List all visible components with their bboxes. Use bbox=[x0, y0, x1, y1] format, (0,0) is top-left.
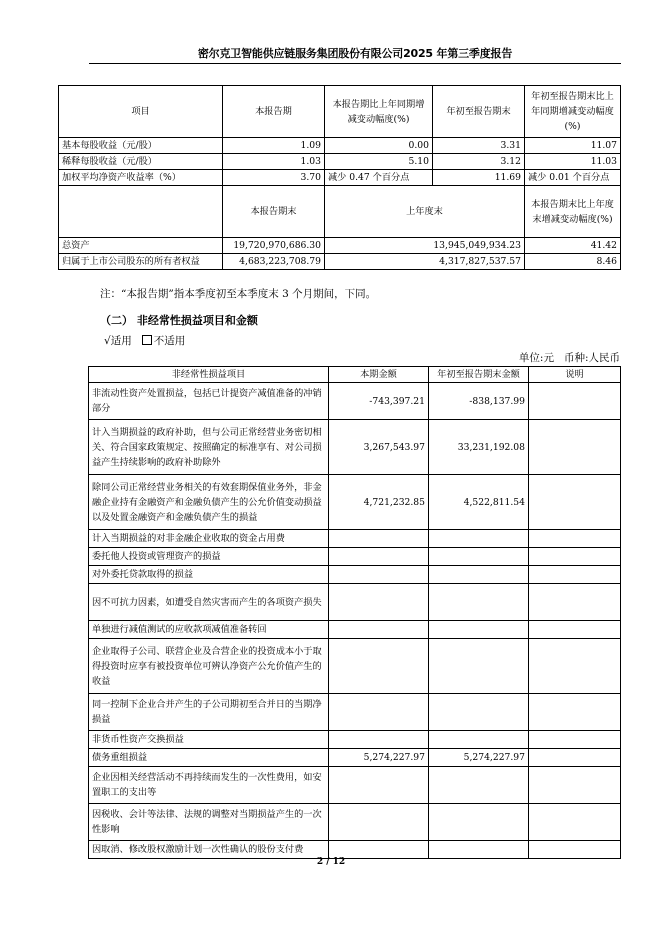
row-label: 委托他人投资或管理资产的损益 bbox=[89, 548, 329, 566]
row-label: 非流动性资产处置损益，包括已计提资产减值准备的冲销部分 bbox=[89, 383, 329, 420]
col-header: 非经常性损益项目 bbox=[89, 367, 329, 383]
table-body bbox=[89, 383, 621, 859]
cell-value bbox=[329, 548, 429, 566]
row-label: 计入当期损益的政府补助，但与公司正常经营业务密切相关、符合国家政策规定、按照确定的标准享有、对公司损益产生持续影响的政府补助除外 bbox=[89, 420, 329, 475]
cell-value: 1.03 bbox=[223, 154, 325, 170]
cell-value: 3.70 bbox=[223, 170, 325, 186]
note-cell bbox=[529, 584, 621, 621]
row-label: 加权平均净资产收益率（%） bbox=[59, 170, 223, 186]
cell-value bbox=[429, 639, 529, 694]
cell-value: 4,317,827,537.57 bbox=[325, 254, 525, 270]
table-row bbox=[89, 694, 621, 731]
row-label: 企业取得子公司、联营企业及合营企业的投资成本小于取得投资时应享有被投资单位可辨认净资产公允价值产生的收益 bbox=[89, 639, 329, 694]
note-cell bbox=[529, 841, 621, 859]
cell-value: 减少 0.47 个百分点 bbox=[325, 170, 433, 186]
col-header: 本报告期 bbox=[223, 86, 325, 138]
table-row bbox=[89, 530, 621, 548]
note-cell bbox=[529, 804, 621, 841]
empty-checkbox-icon bbox=[142, 335, 152, 345]
table-row bbox=[89, 639, 621, 694]
col-header: 本报告期比上年同期增减变动幅度(%) bbox=[325, 86, 433, 138]
row-label: 归属于上市公司股东的所有者权益 bbox=[59, 254, 223, 270]
cell-value bbox=[329, 566, 429, 584]
row-label: 非货币性资产交换损益 bbox=[89, 731, 329, 749]
table-row bbox=[59, 170, 621, 186]
currency-label: 币种:人民币 bbox=[563, 352, 620, 364]
cell-value: 8.46 bbox=[525, 254, 621, 270]
cell-value bbox=[329, 530, 429, 548]
row-label: 计入当期损益的对非金融企业收取的资金占用费 bbox=[89, 530, 329, 548]
row-label: 债务重组损益 bbox=[89, 749, 329, 767]
cell-value: 4,522,811.54 bbox=[429, 475, 529, 530]
non-recurring-table bbox=[88, 366, 621, 859]
row-label: 因不可抗力因素，如遭受自然灾害而产生的各项资产损失 bbox=[89, 584, 329, 621]
table-row bbox=[89, 767, 621, 804]
table-row bbox=[89, 548, 621, 566]
cell-value: 33,231,192.08 bbox=[429, 420, 529, 475]
cell-value bbox=[429, 548, 529, 566]
table-header-row bbox=[59, 86, 621, 138]
table-row bbox=[89, 420, 621, 475]
key-indicators-table bbox=[58, 85, 621, 270]
note-cell bbox=[529, 548, 621, 566]
note-cell bbox=[529, 383, 621, 420]
row-label: 单独进行减值测试的应收款项减值准备转回 bbox=[89, 621, 329, 639]
table-row bbox=[89, 841, 621, 859]
cell-value bbox=[329, 767, 429, 804]
note-cell bbox=[529, 639, 621, 694]
table-row bbox=[89, 383, 621, 420]
cell-value: 13,945,049,934.23 bbox=[325, 238, 525, 254]
table-row bbox=[89, 731, 621, 749]
not-applicable-label: 不适用 bbox=[153, 335, 186, 347]
note-cell bbox=[529, 530, 621, 548]
table-header-row bbox=[89, 367, 621, 383]
cell-value bbox=[429, 621, 529, 639]
table-row bbox=[59, 238, 621, 254]
note-cell bbox=[529, 767, 621, 804]
page-number: 2 / 12 bbox=[316, 857, 346, 867]
cell-value: 41.42 bbox=[525, 238, 621, 254]
cell-value bbox=[329, 804, 429, 841]
note-cell bbox=[529, 749, 621, 767]
note-cell bbox=[529, 566, 621, 584]
note-cell bbox=[529, 420, 621, 475]
col-header: 年初至报告期末比上年同期增减变动幅度(%) bbox=[525, 86, 621, 138]
cell-value bbox=[429, 731, 529, 749]
note-cell bbox=[529, 694, 621, 731]
col-header: 本报告期末 bbox=[223, 186, 325, 238]
note-cell bbox=[529, 475, 621, 530]
cell-value bbox=[329, 584, 429, 621]
cell-value: -838,137.99 bbox=[429, 383, 529, 420]
unit-label: 单位:元 bbox=[518, 352, 554, 364]
table-header-row bbox=[59, 186, 621, 238]
cell-value: 3,267,543.97 bbox=[329, 420, 429, 475]
table-row bbox=[89, 621, 621, 639]
cell-value: -743,397.21 bbox=[329, 383, 429, 420]
cell-value: 0.00 bbox=[325, 138, 433, 154]
col-header: 年初至报告期末金额 bbox=[429, 367, 529, 383]
table-row bbox=[59, 254, 621, 270]
cell-value bbox=[329, 639, 429, 694]
col-header: 说明 bbox=[529, 367, 621, 383]
row-label: 总资产 bbox=[59, 238, 223, 254]
table-row bbox=[59, 154, 621, 170]
cell-value: 1.09 bbox=[223, 138, 325, 154]
row-label: 除同公司正常经营业务相关的有效套期保值业务外，非金融企业持有金融资产和金融负债产生的公允价值变动损益以及处置金融资产和金融负债产生的损益 bbox=[89, 475, 329, 530]
footnote: 注：“本报告期”指本季度初至本季度末 3 个月期间，下同。 bbox=[100, 288, 377, 300]
page-header: 密尔克卫智能供应链服务集团股份有限公司2025 年第三季度报告 bbox=[197, 47, 513, 60]
cell-value: 11.07 bbox=[525, 138, 621, 154]
cell-value: 5.10 bbox=[325, 154, 433, 170]
empty-cell bbox=[59, 186, 223, 238]
table-row bbox=[89, 584, 621, 621]
cell-value bbox=[429, 584, 529, 621]
section-title: （二） 非经常性损益项目和金额 bbox=[100, 314, 258, 327]
table-row bbox=[89, 566, 621, 584]
note-cell bbox=[529, 731, 621, 749]
col-header: 上年度末 bbox=[325, 186, 525, 238]
table-row bbox=[59, 138, 621, 154]
row-label: 因取消、修改股权激励计划一次性确认的股份支付费 bbox=[89, 841, 329, 859]
table-row bbox=[89, 475, 621, 530]
check-mark-icon: √ bbox=[104, 335, 111, 347]
cell-value: 5,274,227.97 bbox=[329, 749, 429, 767]
header-rule bbox=[89, 63, 621, 64]
cell-value: 4,721,232.85 bbox=[329, 475, 429, 530]
cell-value: 4,683,223,708.79 bbox=[223, 254, 325, 270]
cell-value bbox=[429, 530, 529, 548]
cell-value bbox=[329, 694, 429, 731]
note-cell bbox=[529, 621, 621, 639]
cell-value bbox=[329, 841, 429, 859]
cell-value: 减少 0.01 个百分点 bbox=[525, 170, 621, 186]
cell-value: 5,274,227.97 bbox=[429, 749, 529, 767]
col-header: 年初至报告期末 bbox=[433, 86, 525, 138]
row-label: 基本每股收益（元/股） bbox=[59, 138, 223, 154]
row-label: 同一控制下企业合并产生的子公司期初至合并日的当期净损益 bbox=[89, 694, 329, 731]
row-label: 企业因相关经营活动不再持续而发生的一次性费用，如安置职工的支出等 bbox=[89, 767, 329, 804]
applicability-options bbox=[104, 333, 185, 348]
cell-value bbox=[429, 841, 529, 859]
cell-value: 11.03 bbox=[525, 154, 621, 170]
col-header: 本报告期末比上年度末增减变动幅度(%) bbox=[525, 186, 621, 238]
cell-value: 11.69 bbox=[433, 170, 525, 186]
cell-value: 3.31 bbox=[433, 138, 525, 154]
unit-line bbox=[509, 350, 620, 365]
cell-value bbox=[329, 731, 429, 749]
table-row bbox=[89, 749, 621, 767]
cell-value bbox=[429, 566, 529, 584]
cell-value bbox=[429, 767, 529, 804]
col-header: 项目 bbox=[59, 86, 223, 138]
col-header: 本期金额 bbox=[329, 367, 429, 383]
cell-value: 19,720,970,686.30 bbox=[223, 238, 325, 254]
cell-value bbox=[329, 621, 429, 639]
cell-value bbox=[429, 694, 529, 731]
row-label: 稀释每股收益（元/股） bbox=[59, 154, 223, 170]
cell-value: 3.12 bbox=[433, 154, 525, 170]
table-row bbox=[89, 804, 621, 841]
row-label: 对外委托贷款取得的损益 bbox=[89, 566, 329, 584]
applicable-label: 适用 bbox=[110, 335, 132, 347]
cell-value bbox=[429, 804, 529, 841]
row-label: 因税收、会计等法律、法规的调整对当期损益产生的一次性影响 bbox=[89, 804, 329, 841]
